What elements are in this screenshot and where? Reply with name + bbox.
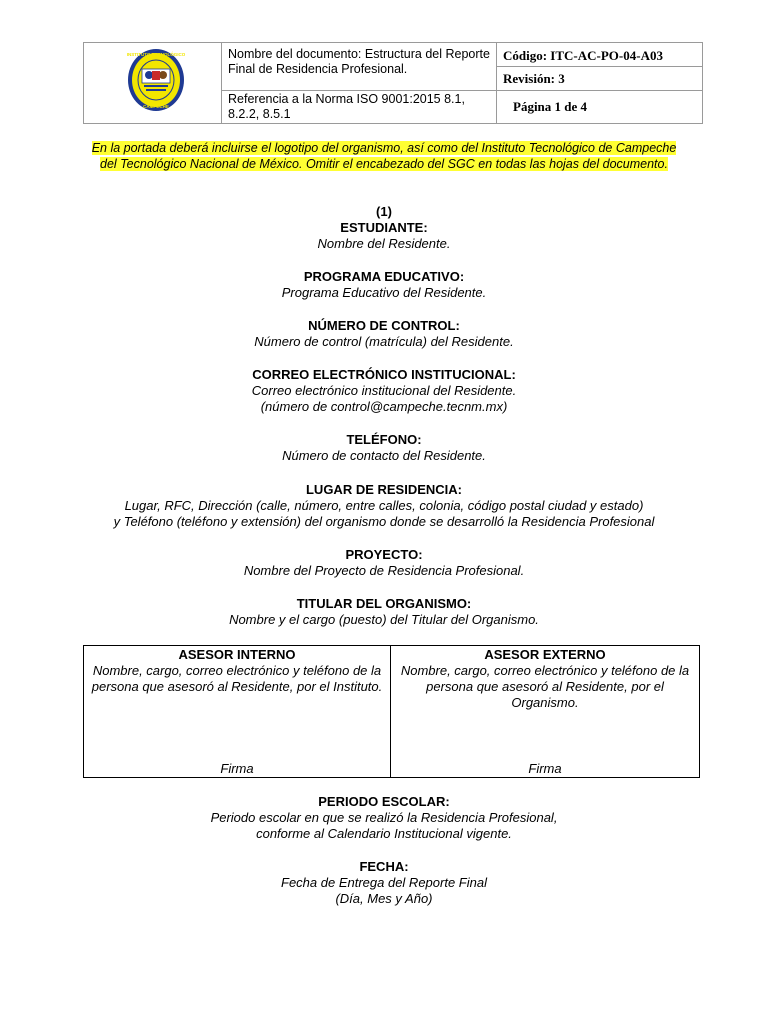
instruction-note-line-1: En la portada deberá incluirse el logotipo del organismo, así como del Instituto Tecnológico de Campeche — [91, 141, 677, 155]
advisors-table — [83, 645, 700, 778]
external-advisor-heading: ASESOR EXTERNO — [484, 647, 606, 662]
owner-section — [0, 596, 768, 628]
student-section — [0, 220, 768, 252]
date-heading: FECHA: — [359, 859, 409, 874]
period-section — [0, 794, 768, 842]
date-text: Fecha de Entrega del Reporte Final — [281, 875, 487, 890]
instruction-note — [0, 140, 768, 172]
page-number: Página 1 de 4 — [513, 99, 588, 114]
norm-reference: Referencia a la Norma ISO 9001:2015 8.1, 8.2.2, 8.5.1 — [222, 91, 497, 123]
control-number-section — [0, 318, 768, 350]
student-text: Nombre del Residente. — [317, 236, 451, 251]
project-text: Nombre del Proyecto de Residencia Profesional. — [243, 563, 525, 578]
project-section — [0, 547, 768, 579]
internal-advisor-cell — [84, 646, 391, 777]
period-heading: PERIODO ESCOLAR: — [318, 794, 450, 809]
logo-cell — [84, 43, 222, 123]
external-advisor-signature: Firma — [528, 761, 562, 776]
svg-text:CAMPECHE: CAMPECHE — [143, 104, 169, 109]
email-section — [0, 367, 768, 415]
instruction-note-line-2: del Tecnológico Nacional de México. Omitir el encabezado del SGC en todas las hojas del documento. — [100, 157, 668, 171]
program-text: Programa Educativo del Residente. — [281, 285, 487, 300]
date-section — [0, 859, 768, 907]
internal-advisor-text: Nombre, cargo, correo electrónico y teléfono de la persona que asesoró al Residente, por el Instituto. — [91, 663, 383, 694]
document-code: Código: ITC-AC-PO-04-A03 — [497, 43, 702, 67]
period-text: Periodo escolar en que se realizó la Residencia Profesional, — [210, 810, 558, 825]
section-marker: (1) — [376, 204, 392, 219]
residence-text-2: y Teléfono (teléfono y extensión) del organismo donde se desarrolló la Residencia Profesional — [113, 514, 655, 529]
owner-text: Nombre y el cargo (puesto) del Titular del Organismo. — [229, 612, 539, 627]
external-advisor-text: Nombre, cargo, correo electrónico y teléfono de la persona que asesoró al Residente, por el Organismo. — [400, 663, 690, 710]
residence-section — [0, 482, 768, 530]
email-heading: CORREO ELECTRÓNICO INSTITUCIONAL: — [252, 367, 516, 382]
email-format-text: (número de control@campeche.tecnm.mx) — [260, 399, 508, 414]
document-header-table — [83, 42, 703, 124]
internal-advisor-signature: Firma — [220, 761, 254, 776]
internal-advisor-heading: ASESOR INTERNO — [178, 647, 296, 662]
phone-heading: TELÉFONO: — [346, 432, 422, 447]
phone-text: Número de contacto del Residente. — [282, 448, 486, 463]
residence-heading: LUGAR DE RESIDENCIA: — [305, 482, 462, 497]
residence-text: Lugar, RFC, Dirección (calle, número, entre calles, colonia, código postal ciudad y estado) — [124, 498, 644, 513]
date-format-text: (Día, Mes y Año) — [335, 891, 433, 906]
svg-text:INSTITUTO TECNOLÓGICO: INSTITUTO TECNOLÓGICO — [126, 52, 186, 57]
document-revision: Revisión: 3 — [497, 67, 702, 91]
program-heading: PROGRAMA EDUCATIVO: — [303, 269, 465, 284]
control-number-heading: NÚMERO DE CONTROL: — [308, 318, 460, 333]
phone-section — [0, 432, 768, 464]
project-heading: PROYECTO: — [345, 547, 423, 562]
document-name: Nombre del documento: Estructura del Reporte Final de Residencia Profesional. — [222, 43, 497, 91]
external-advisor-cell — [391, 646, 699, 777]
period-text-2: conforme al Calendario Institucional vigente. — [256, 826, 512, 841]
student-heading: ESTUDIANTE: — [340, 220, 428, 235]
owner-heading: TITULAR DEL ORGANISMO: — [296, 596, 472, 611]
program-section — [0, 269, 768, 301]
control-number-text: Número de control (matrícula) del Residente. — [254, 334, 514, 349]
email-text: Correo electrónico institucional del Residente. — [251, 383, 517, 398]
institute-logo-icon — [126, 47, 186, 113]
